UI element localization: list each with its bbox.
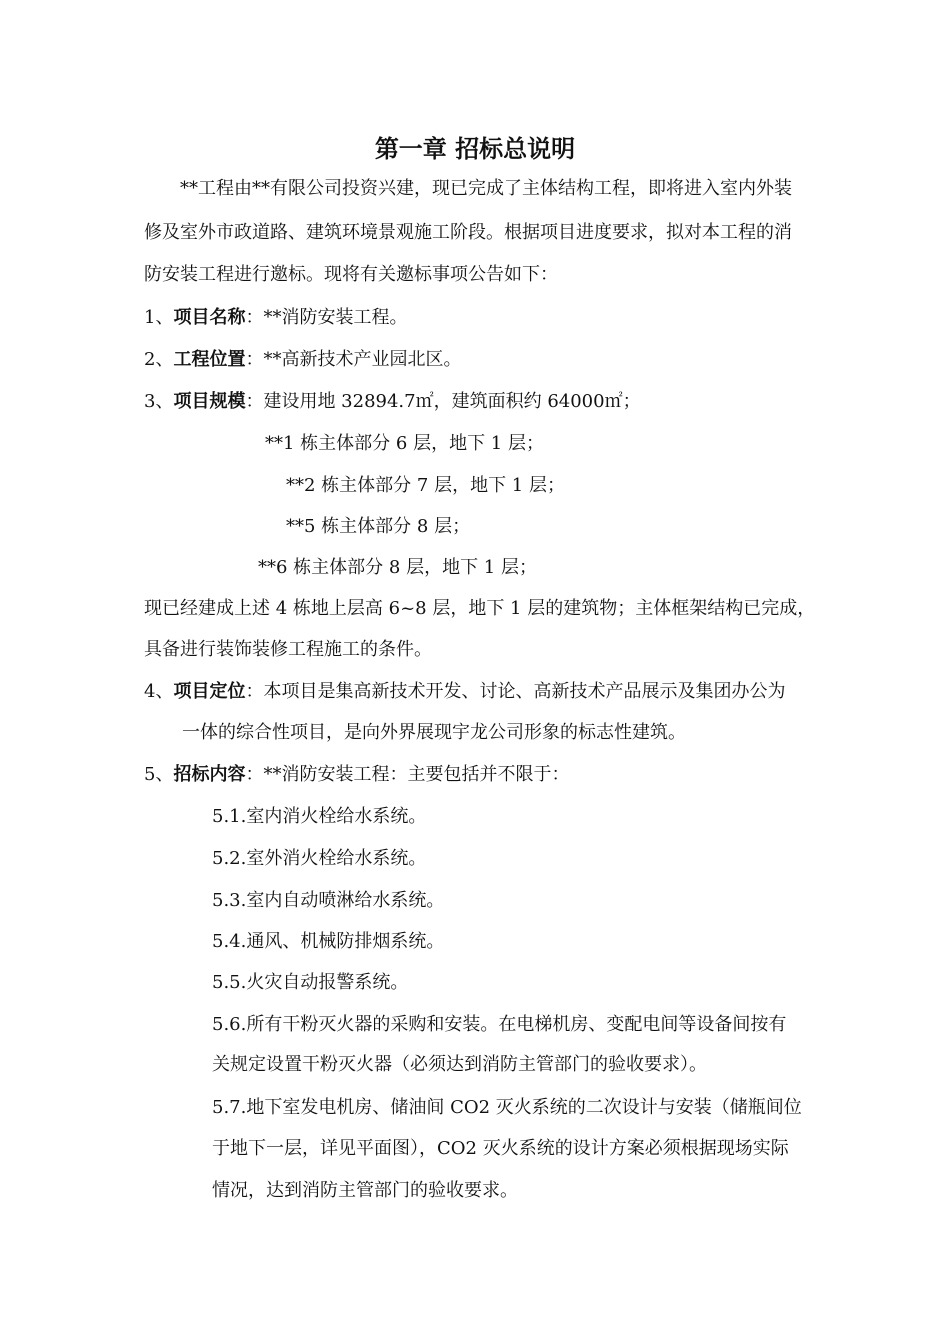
building-6-line: **6 栋主体部分 8 层，地下 1 层； — [258, 557, 537, 578]
subitem-5-7-line-2: 于地下一层，详见平面图），CO2 灭火系统的设计方案必须根据现场实际 — [212, 1138, 789, 1159]
subitem-5-6-line-1: 5.6.所有干粉灭火器的采购和安装。在电梯机房、变配电间等设备间按有 — [212, 1014, 787, 1035]
item-label: 项目名称 — [173, 307, 246, 328]
item-value: ：**消防安装工程。 — [245, 307, 408, 328]
subitem-5-6-line-2: 关规定设置干粉灭火器（必须达到消防主管部门的验收要求）。 — [212, 1054, 707, 1075]
subitem-5-7-line-3: 情况，达到消防主管部门的验收要求。 — [212, 1180, 518, 1201]
item-number: 3、 — [144, 391, 174, 412]
intro-line-2: 修及室外市政道路、建筑环境景观施工阶段。根据项目进度要求，拟对本工程的消 — [144, 222, 792, 243]
item-label: 招标内容 — [173, 764, 246, 785]
status-line-2: 具备进行装饰装修工程施工的条件。 — [144, 639, 432, 660]
subitem-5-4: 5.4.通风、机械防排烟系统。 — [212, 931, 445, 952]
building-5-line: **5 栋主体部分 8 层； — [286, 516, 471, 537]
item-project-scale — [144, 391, 641, 413]
intro-line-1: **工程由**有限公司投资兴建，现已完成了主体结构工程，即将进入室内外装 — [180, 178, 792, 199]
item-tender-content — [144, 764, 569, 786]
subitem-5-2: 5.2.室外消火栓给水系统。 — [212, 848, 427, 869]
item-label: 项目定位 — [173, 681, 246, 702]
intro-line-3: 防安装工程进行邀标。现将有关邀标事项公告如下： — [144, 264, 558, 285]
item-value: ：建设用地 32894.7㎡，建筑面积约 64000㎡； — [245, 391, 641, 412]
item-label: 项目规模 — [173, 391, 246, 412]
item-number: 1、 — [144, 307, 174, 328]
item-value: ：**消防安装工程：主要包括并不限于： — [245, 764, 570, 785]
subitem-5-7-line-1: 5.7.地下室发电机房、储油间 CO2 灭火系统的二次设计与安装（储瓶间位 — [212, 1097, 802, 1118]
building-2-line: **2 栋主体部分 7 层，地下 1 层； — [286, 475, 565, 496]
subitem-5-3: 5.3.室内自动喷淋给水系统。 — [212, 890, 445, 911]
item-project-name — [144, 307, 407, 329]
item-project-location — [144, 349, 461, 371]
item-label: 工程位置 — [173, 349, 246, 370]
item-project-position — [144, 681, 785, 703]
chapter-title: 第一章 招标总说明 — [374, 135, 576, 163]
subitem-5-5: 5.5.火灾自动报警系统。 — [212, 972, 409, 993]
item-number: 5、 — [144, 764, 174, 785]
item-number: 2、 — [144, 349, 174, 370]
subitem-5-1: 5.1.室内消火栓给水系统。 — [212, 806, 427, 827]
item-value: ：**高新技术产业园北区。 — [245, 349, 462, 370]
status-line-1: 现已经建成上述 4 栋地上层高 6~8 层，地下 1 层的建筑物；主体框架结构已完成， — [144, 598, 816, 619]
building-1-line: **1 栋主体部分 6 层，地下 1 层； — [265, 433, 544, 454]
item-value: ：本项目是集高新技术开发、讨论、高新技术产品展示及集团办公为 — [245, 681, 786, 702]
position-continuation: 一体的综合性项目，是向外界展现宇龙公司形象的标志性建筑。 — [182, 722, 686, 743]
item-number: 4、 — [144, 681, 174, 702]
